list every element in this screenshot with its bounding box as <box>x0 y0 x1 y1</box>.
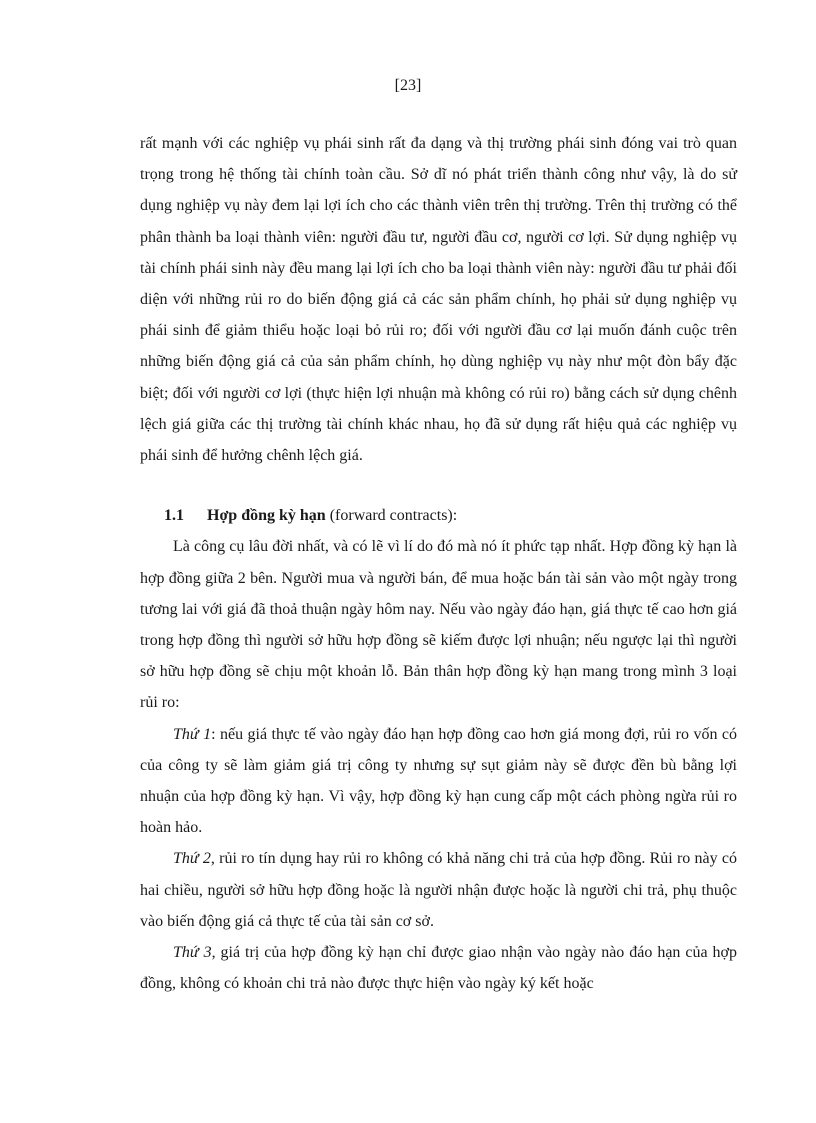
risk-text-3: , giá trị của hợp đồng kỳ hạn chỉ được giao nhận vào ngày nào đáo hạn của hợp đồng, không có khoản chi trả nào được thực hiện vào ngày ký kết hoặc <box>140 944 738 993</box>
section-number: 1.1 <box>164 507 184 525</box>
section-title: Hợp đồng kỳ hạn <box>207 507 326 525</box>
page-number: [23] <box>394 77 422 94</box>
intro-paragraph: rất mạnh với các nghiệp vụ phái sinh rất đa dạng và thị trường phái sinh đóng vai trò quan trọng trong hệ thống tài chính toàn cầu. Sở dĩ nó phát triển thành công như vậy, là do sử dụng nghiệp vụ này đem lại lợi ích cho các thành viên trên thị trường. Trên thị trường có thể phân thành ba loại thành viên: người đầu tư, người đầu cơ, người cơ lợi. Sử dụng nghiệp vụ tài chính phái sinh này đều mang lại lợi ích cho ba loại thành viên này: người đầu tư phải đối diện với những rủi ro do biến động giá cả các sản phẩm chính, họ phải sử dụng nghiệp vụ phái sinh để giảm thiểu hoặc loại bỏ rủi ro; đối với người đầu cơ lại muốn đánh cuộc trên những biến động giá cả của sản phẩm chính, họ dùng nghiệp vụ này như một đòn bẩy đặc biệt; đối với người cơ lợi (thực hiện lợi nhuận mà không có rủi ro) bằng cách sử dụng chênh lệch giá giữa các thị trường tài chính khác nhau, họ đã sử dụng rất hiệu quả các nghiệp vụ phái sinh để hưởng chênh lệch giá. <box>140 135 737 465</box>
risk-label-3: Thứ 3 <box>173 944 212 962</box>
risk-paragraph-3 <box>140 937 737 999</box>
risk-paragraph-2 <box>140 843 737 937</box>
risk-text-2: , rủi ro tín dụng hay rủi ro không có khả năng chi trả của hợp đồng. Rủi ro này có hai chiều, người sở hữu hợp đồng hoặc là người nhận được hoặc là người chi trả, phụ thuộc vào biến động giá cả thực tế của tài sản cơ sở. <box>140 850 738 930</box>
risk-label-2: Thứ 2 <box>173 850 211 868</box>
risk-label-1: Thứ 1 <box>173 725 212 743</box>
body-text <box>140 128 737 999</box>
risk-text-1: : nếu giá thực tế vào ngày đáo hạn hợp đồng cao hơn giá mong đợi, rủi ro vốn có của công ty sẽ làm giảm giá trị công ty nhưng sự sụt giảm này sẽ được đền bù bằng lợi nhuận của hợp đồng kỳ hạn. Vì vậy, hợp đồng kỳ hạn cung cấp một cách phòng ngừa rủi ro hoàn hảo. <box>140 725 738 837</box>
section-heading <box>140 500 737 531</box>
section-subtitle: (forward contracts): <box>325 507 458 525</box>
paragraph-forward-definition: Là công cụ lâu đời nhất, và có lẽ vì lí do đó mà nó ít phức tạp nhất. Hợp đồng kỳ hạn là hợp đồng giữa 2 bên. Người mua và người bán, để mua hoặc bán tài sản vào một ngày trong tương lai với giá đã thoả thuận ngày hôm nay. Nếu vào ngày đáo hạn, giá thực tế cao hơn giá trong hợp đồng thì người sở hữu hợp đồng sẽ kiếm được lợi nhuận; nếu ngược lại thì người sở hữu hợp đồng sẽ chịu một khoản lỗ. Bản thân hợp đồng kỳ hạn mang trong mình 3 loại rủi ro: <box>140 538 737 712</box>
risk-paragraph-1 <box>140 719 737 844</box>
